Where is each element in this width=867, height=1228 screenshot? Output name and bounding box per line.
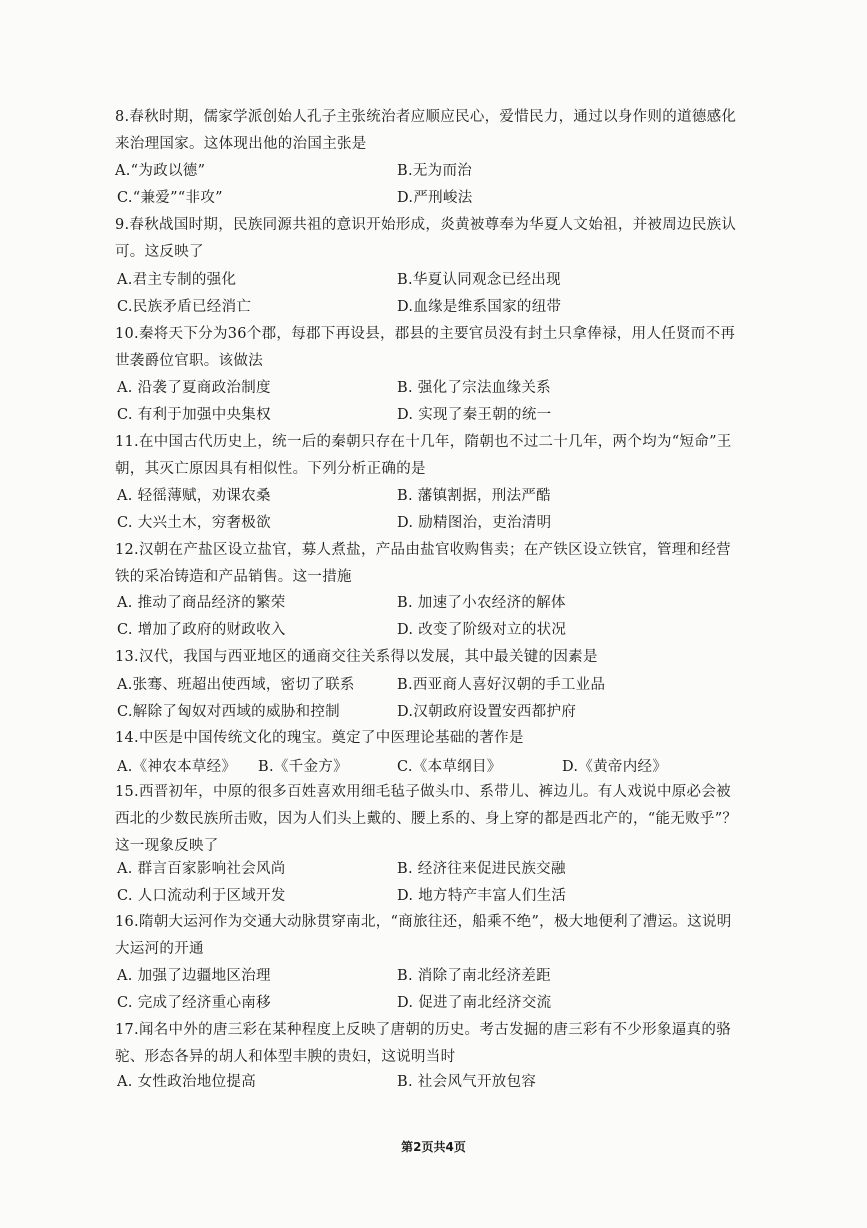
question-14-option-c: C.《本草纲目》 — [397, 759, 502, 775]
question-14-option-b: B.《千金方》 — [258, 759, 348, 775]
question-11-option-d: D. 励精图治，吏治清明 — [397, 515, 552, 531]
question-15-option-b: B. 经济往来促进民族交融 — [397, 861, 566, 877]
question-15-stem: 15.西晋初年，中原的很多百姓喜欢用细毛毡子做头巾、系带儿、裤边儿。有人戏说中原必会被西北的少数民族所击败，因为人们头上戴的、腰上系的、身上穿的都是西北产的，“能无败乎”？这一现象反映了 — [115, 784, 738, 854]
question-8-option-b: B.无为而治 — [397, 163, 473, 179]
question-14-stem: 14.中医是中国传统文化的瑰宝。奠定了中医理论基础的著作是 — [115, 730, 524, 746]
question-12-option-b: B. 加速了小农经济的解体 — [397, 595, 566, 611]
question-9-option-a: A.君主专制的强化 — [117, 272, 237, 288]
question-13-option-a: A.张骞、班超出使西域，密切了联系 — [117, 677, 355, 693]
question-10-option-a: A. 沿袭了夏商政治制度 — [117, 380, 271, 396]
question-8-stem: 8.春秋时期，儒家学派创始人孔子主张统治者应顺应民心，爱惜民力，通过以身作则的道德感化来治理国家。这体现出他的治国主张是 — [115, 109, 737, 152]
question-8-option-a: A.“为政以德” — [115, 163, 206, 179]
question-16-option-c: C. 完成了经济重心南移 — [117, 995, 271, 1011]
question-15-option-a: A. 群言百家影响社会风尚 — [117, 861, 286, 877]
question-16-option-a: A. 加强了边疆地区治理 — [117, 968, 271, 984]
question-16-option-b: B. 消除了南北经济差距 — [397, 968, 551, 984]
question-12-option-c: C. 增加了政府的财政收入 — [117, 622, 286, 638]
question-12-stem: 12.汉朝在产盐区设立盐官，募人煮盐，产品由盐官收购售卖；在产铁区设立铁官，管理和经营铁的采冶铸造和产品销售。这一措施 — [115, 542, 731, 585]
question-8-option-d: D.严刑峻法 — [397, 190, 473, 206]
page-number-footer: 第2页共4页 — [401, 1140, 466, 1154]
question-9-option-b: B.华夏认同观念已经出现 — [397, 272, 561, 288]
question-15-option-d: D. 地方特产丰富人们生活 — [397, 888, 567, 904]
question-14-option-d: D.《黄帝内经》 — [562, 759, 668, 775]
question-13-stem: 13.汉代，我国与西亚地区的通商交往关系得以发展，其中最关键的因素是 — [115, 649, 598, 665]
question-17-option-b: B. 社会风气开放包容 — [397, 1074, 537, 1090]
question-14-option-a: A.《神农本草经》 — [117, 759, 237, 775]
question-10-option-b: B. 强化了宗法血缘关系 — [397, 380, 551, 396]
question-11-option-b: B. 藩镇割据，刑法严酷 — [397, 488, 551, 504]
question-10-stem: 10.秦将天下分为36个郡，每郡下再设县，郡县的主要官员没有封土只拿俸禄，用人任贤而不再世袭爵位官职。该做法 — [115, 326, 736, 369]
question-16-option-d: D. 促进了南北经济交流 — [397, 995, 552, 1011]
question-9-stem: 9.春秋战国时期，民族同源共祖的意识开始形成，炎黄被尊奉为华夏人文始祖，并被周边民族认可。这反映了 — [115, 217, 737, 260]
question-13-option-d: D.汉朝政府设置安西都护府 — [397, 704, 577, 720]
question-13-option-c: C.解除了匈奴对西域的威胁和控制 — [117, 704, 340, 720]
question-15-option-c: C. 人口流动利于区域开发 — [117, 888, 286, 904]
question-11-stem: 11.在中国古代历史上，统一后的秦朝只存在十几年，隋朝也不过二十几年，两个均为“短命”王朝，其灭亡原因具有相似性。下列分析正确的是 — [115, 434, 732, 477]
question-17-stem: 17.闻名中外的唐三彩在某种程度上反映了唐朝的历史。考古发掘的唐三彩有不少形象逼真的骆驼、形态各异的胡人和体型丰腴的贵妇，这说明当时 — [115, 1022, 731, 1065]
question-12-option-d: D. 改变了阶级对立的状况 — [397, 622, 567, 638]
question-13-option-b: B.西亚商人喜好汉朝的手工业品 — [397, 677, 606, 693]
question-10-option-c: C. 有利于加强中央集权 — [117, 407, 271, 423]
question-11-option-a: A. 轻徭薄赋，劝课农桑 — [117, 488, 271, 504]
question-8-option-c: C.“兼爱”“非攻” — [117, 190, 223, 206]
question-16-stem: 16.隋朝大运河作为交通大动脉贯穿南北，“商旅往还，船乘不绝”，极大地便利了漕运。这说明大运河的开通 — [115, 914, 732, 957]
question-9-option-c: C.民族矛盾已经消亡 — [117, 299, 252, 315]
question-12-option-a: A. 推动了商品经济的繁荣 — [117, 595, 286, 611]
question-9-option-d: D.血缘是维系国家的纽带 — [397, 299, 562, 315]
question-11-option-c: C. 大兴土木，穷奢极欲 — [117, 515, 271, 531]
question-10-option-d: D. 实现了秦王朝的统一 — [397, 407, 552, 423]
question-17-option-a: A. 女性政治地位提高 — [117, 1074, 256, 1090]
